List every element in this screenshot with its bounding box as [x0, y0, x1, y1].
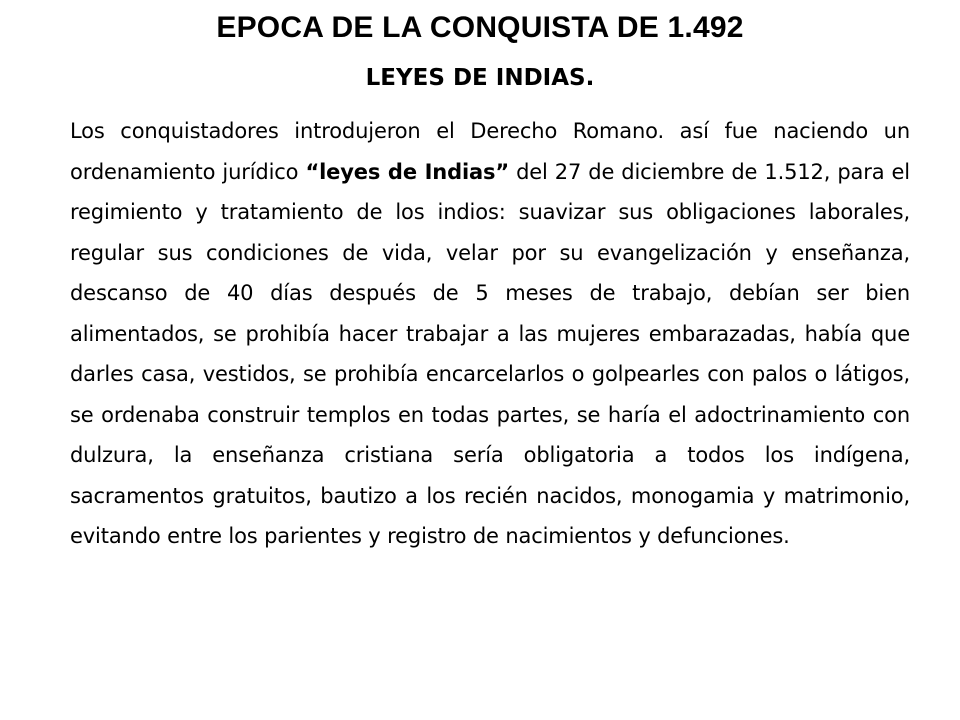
- slide-title: EPOCA DE LA CONQUISTA DE 1.492: [216, 11, 744, 44]
- paragraph-text-end: del 27 de diciembre de 1.512, para el regimiento y tratamiento de los indios: suavizar sus obligaciones laborales, regular sus condiciones de vida, velar por su evangelización y enseñanza, descanso de 40 días después de 5 meses de trabajo, debían ser bien alimentados, se prohibía hacer trabajar a las mujeres embarazadas, había que darles casa, vestidos, se prohibía encarcelarlos o golpearles con palos o látigos, se ordenaba construir templos en todas partes, se haría el adoctrinamiento con dulzura, la enseñanza cristiana sería obligatoria a todos los indígena, sacramentos gratuitos, bautizo a los recién nacidos, monogamia y matrimonio, evitando entre los parientes y registro de nacimientos y defunciones.: [70, 159, 910, 548]
- paragraph-text-start: Los conquistadores introdujeron el Derecho Romano. así fue naciendo un ordenamiento jurídico: [70, 119, 910, 184]
- paragraph-emphasis: “leyes de Indias”: [305, 159, 510, 184]
- body-paragraph: [70, 111, 910, 557]
- slide-subtitle: LEYES DE INDIAS.: [365, 65, 595, 91]
